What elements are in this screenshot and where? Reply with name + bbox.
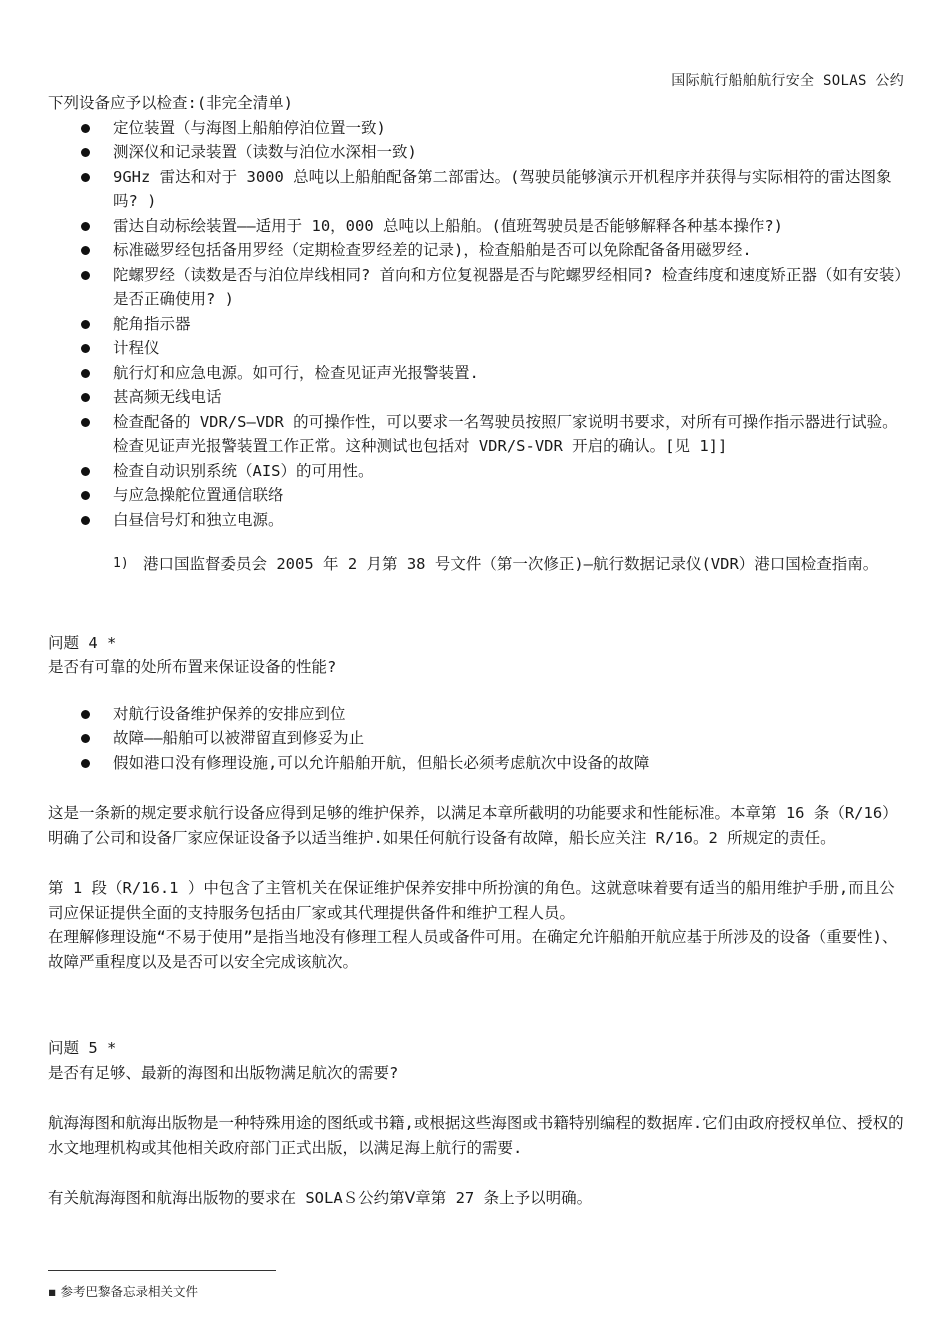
reference-text: 港口国监督委员会 2005 年 2 月第 38 号文件（第一次修正)—航行数据记录仪(VDR）港口国检查指南。 — [143, 555, 879, 573]
paragraph: 航海海图和航海出版物是一种特殊用途的图纸或书籍,或根据这些海图或书籍特别编程的数据库.它们由政府授权单位、授权的水文地理机构或其他相关政府部门正式出版，以满足海上航行的需要. — [48, 1114, 904, 1157]
bullet-icon — [81, 124, 90, 133]
question-4-title: 问题 4 * — [48, 633, 117, 652]
bullet-icon — [81, 344, 90, 353]
list-item: 与应急操舵位置通信联络 — [48, 483, 906, 508]
list-item: 9GHz 雷达和对于 3000 总吨以上船舶配备第二部雷达。(驾驶员能够演示开机程序并获得与实际相符的雷达图象吗? ) — [48, 165, 906, 214]
bullet-icon — [81, 393, 90, 402]
list-item: 陀螺罗经（读数是否与泊位岸线相同? 首向和方位复视器是否与陀螺罗经相同? 检查纬度和速度矫正器（如有安装）是否正确使用? ) — [48, 263, 906, 312]
bullet-icon — [81, 418, 90, 427]
question-4-list — [48, 702, 906, 776]
paragraph: 有关航海海图和航海出版物的要求在 SOLAＳ公约第Ⅴ章第 27 条上予以明确。 — [48, 1189, 593, 1207]
equipment-list — [48, 116, 906, 533]
list-item: 对航行设备维护保养的安排应到位 — [48, 702, 906, 727]
bullet-icon — [81, 173, 90, 182]
footnote-divider — [48, 1270, 276, 1271]
list-item: 雷达自动标绘装置——适用于 10，000 总吨以上船舶。(值班驾驶员是否能够解释各种基本操作?) — [48, 214, 906, 239]
question-5-text: 是否有足够、最新的海图和出版物满足航次的需要? — [48, 1063, 399, 1082]
bullet-icon — [81, 491, 90, 500]
running-header: 国际航行船舶航行安全 SOLAS 公约 — [671, 73, 904, 89]
bullet-icon — [81, 246, 90, 255]
list-item: 标准磁罗经包括备用罗经（定期检查罗经差的记录)，检查船舶是否可以免除配备备用磁罗经. — [48, 238, 906, 263]
bullet-icon — [81, 516, 90, 525]
document-body — [48, 91, 906, 1211]
list-item: 检查自动识别系统（AIS）的可用性。 — [48, 459, 906, 484]
bullet-icon — [81, 222, 90, 231]
bullet-icon — [81, 271, 90, 280]
question-4-text: 是否有可靠的处所布置来保证设备的性能? — [48, 658, 337, 676]
bullet-icon — [81, 320, 90, 329]
list-item: 故障——船舶可以被滞留直到修妥为止 — [48, 726, 906, 751]
paragraph: 在理解修理设施“不易于使用”是指当地没有修理工程人员或备件可用。在确定允许船舶开航应基于所涉及的设备（重要性)、故障严重程度以及是否可以安全完成该航次。 — [48, 928, 898, 971]
list-item: 定位装置（与海图上船舶停泊位置一致) — [48, 116, 906, 141]
footnote: ▪ 参考巴黎备忘录相关文件 — [48, 1284, 198, 1299]
list-item: 航行灯和应急电源。如可行，检查见证声光报警装置. — [48, 361, 906, 386]
question-5-title: 问题 5 * — [48, 1039, 117, 1057]
paragraph: 第 1 段（R/16.1 ）中包含了主管机关在保证维护保养安排中所扮演的角色。这就意味着要有适当的船用维护手册,而且公司应保证提供全面的支持服务包括由厂家或其代理提供备件和维护工程人员。 — [48, 879, 895, 922]
list-item: 计程仪 — [48, 336, 906, 361]
bullet-icon — [81, 467, 90, 476]
list-item: 白昼信号灯和独立电源。 — [48, 508, 906, 533]
intro-line: 下列设备应予以检查:(非完全清单) — [48, 94, 293, 112]
bullet-icon — [81, 734, 90, 743]
list-item: 检查配备的 VDR/S—VDR 的可操作性，可以要求一名驾驶员按照厂家说明书要求，对所有可操作指示器进行试验。检查见证声光报警装置工作正常。这种测试也包括对 VDR/S-VDR 开启的确认。[见 1]] — [48, 410, 906, 459]
reference-number: 1) — [113, 556, 129, 571]
bullet-icon — [81, 148, 90, 157]
list-item: 测深仪和记录装置（读数与泊位水深相一致) — [48, 140, 906, 165]
bullet-icon — [81, 759, 90, 768]
bullet-icon — [81, 710, 90, 719]
reference-note — [48, 552, 906, 577]
list-item: 舵角指示器 — [48, 312, 906, 337]
list-item: 甚高频无线电话 — [48, 385, 906, 410]
paragraph: 这是一条新的规定要求航行设备应得到足够的维护保养，以满足本章所截明的功能要求和性能标准。本章第 16 条（R/16）明确了公司和设备厂家应保证设备予以适当维护.如果任何航行设备有故障，船长应关注 R/16。2 所规定的责任。 — [48, 804, 898, 847]
list-item: 假如港口没有修理设施,可以允许船舶开航，但船长必须考虑航次中设备的故障 — [48, 751, 906, 776]
bullet-icon — [81, 369, 90, 378]
